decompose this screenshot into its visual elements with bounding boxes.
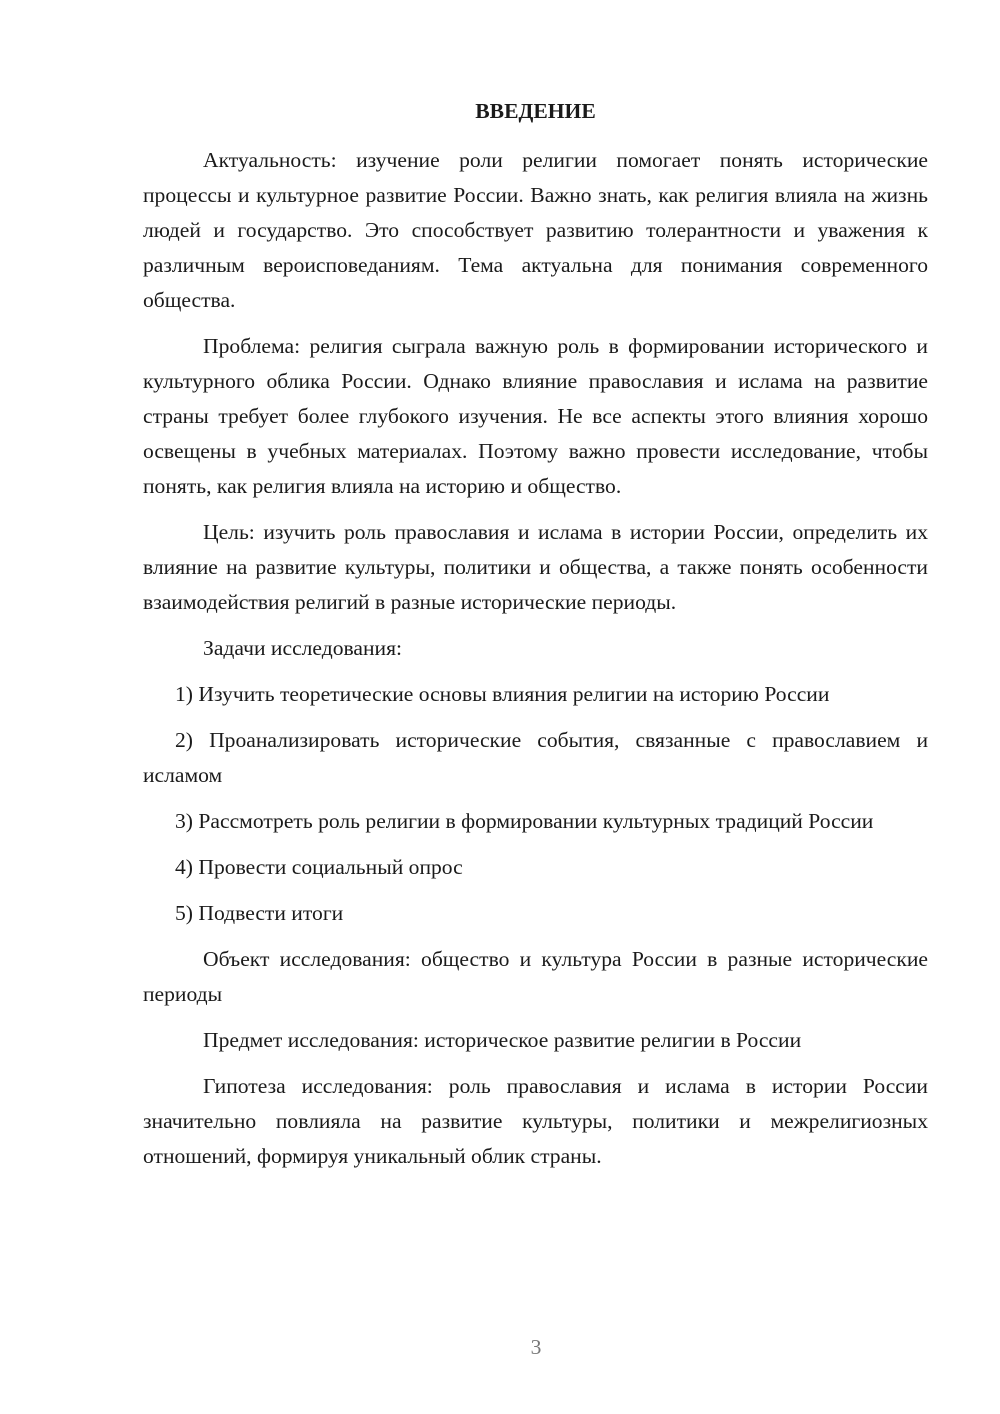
relevance-paragraph: Актуальность: изучение роли религии помогает понять исторические процессы и культурное развитие России. Важно знать, как религия влияла на жизнь людей и государство. Это способствует развитию толерантности и уважения к различным вероисповеданиям. Тема актуальна для понимания современного общества. xyxy=(143,148,928,312)
object-paragraph: Объект исследования: общество и культура России в разные исторические периоды xyxy=(143,947,928,1006)
section-heading: ВВЕДЕНИЕ xyxy=(475,99,596,123)
problem-paragraph: Проблема: религия сыграла важную роль в формировании исторического и культурного облика России. Однако влияние православия и ислама на развитие страны требует более глубокого изучения. Не все аспекты этого влияния хорошо освещены в учебных материалах. Поэтому важно провести исследование, чтобы понять, как религия влияла на историю и общество. xyxy=(143,334,928,498)
hypothesis-paragraph: Гипотеза исследования: роль православия и ислама в истории России значительно повлияла на развитие культуры, политики и межрелигиозных отношений, формируя уникальный облик страны. xyxy=(143,1074,928,1168)
subject-paragraph: Предмет исследования: историческое развитие религии в России xyxy=(203,1028,802,1052)
goal-paragraph: Цель: изучить роль православия и ислама в истории России, определить их влияние на развитие культуры, политики и общества, а также понять особенности взаимодействия религий в разные исторические периоды. xyxy=(143,520,928,614)
task-item-2: 2) Проанализировать исторические события, связанные с православием и исламом xyxy=(143,728,928,787)
task-item-1: 1) Изучить теоретические основы влияния религии на историю России xyxy=(175,682,830,706)
task-item-4: 4) Провести социальный опрос xyxy=(175,855,463,879)
page-number: 3 xyxy=(530,1335,542,1359)
page-body xyxy=(143,94,928,1174)
task-item-3: 3) Рассмотреть роль религии в формировании культурных традиций России xyxy=(175,809,874,833)
tasks-title: Задачи исследования: xyxy=(203,636,403,660)
task-item-5: 5) Подвести итоги xyxy=(175,901,344,925)
